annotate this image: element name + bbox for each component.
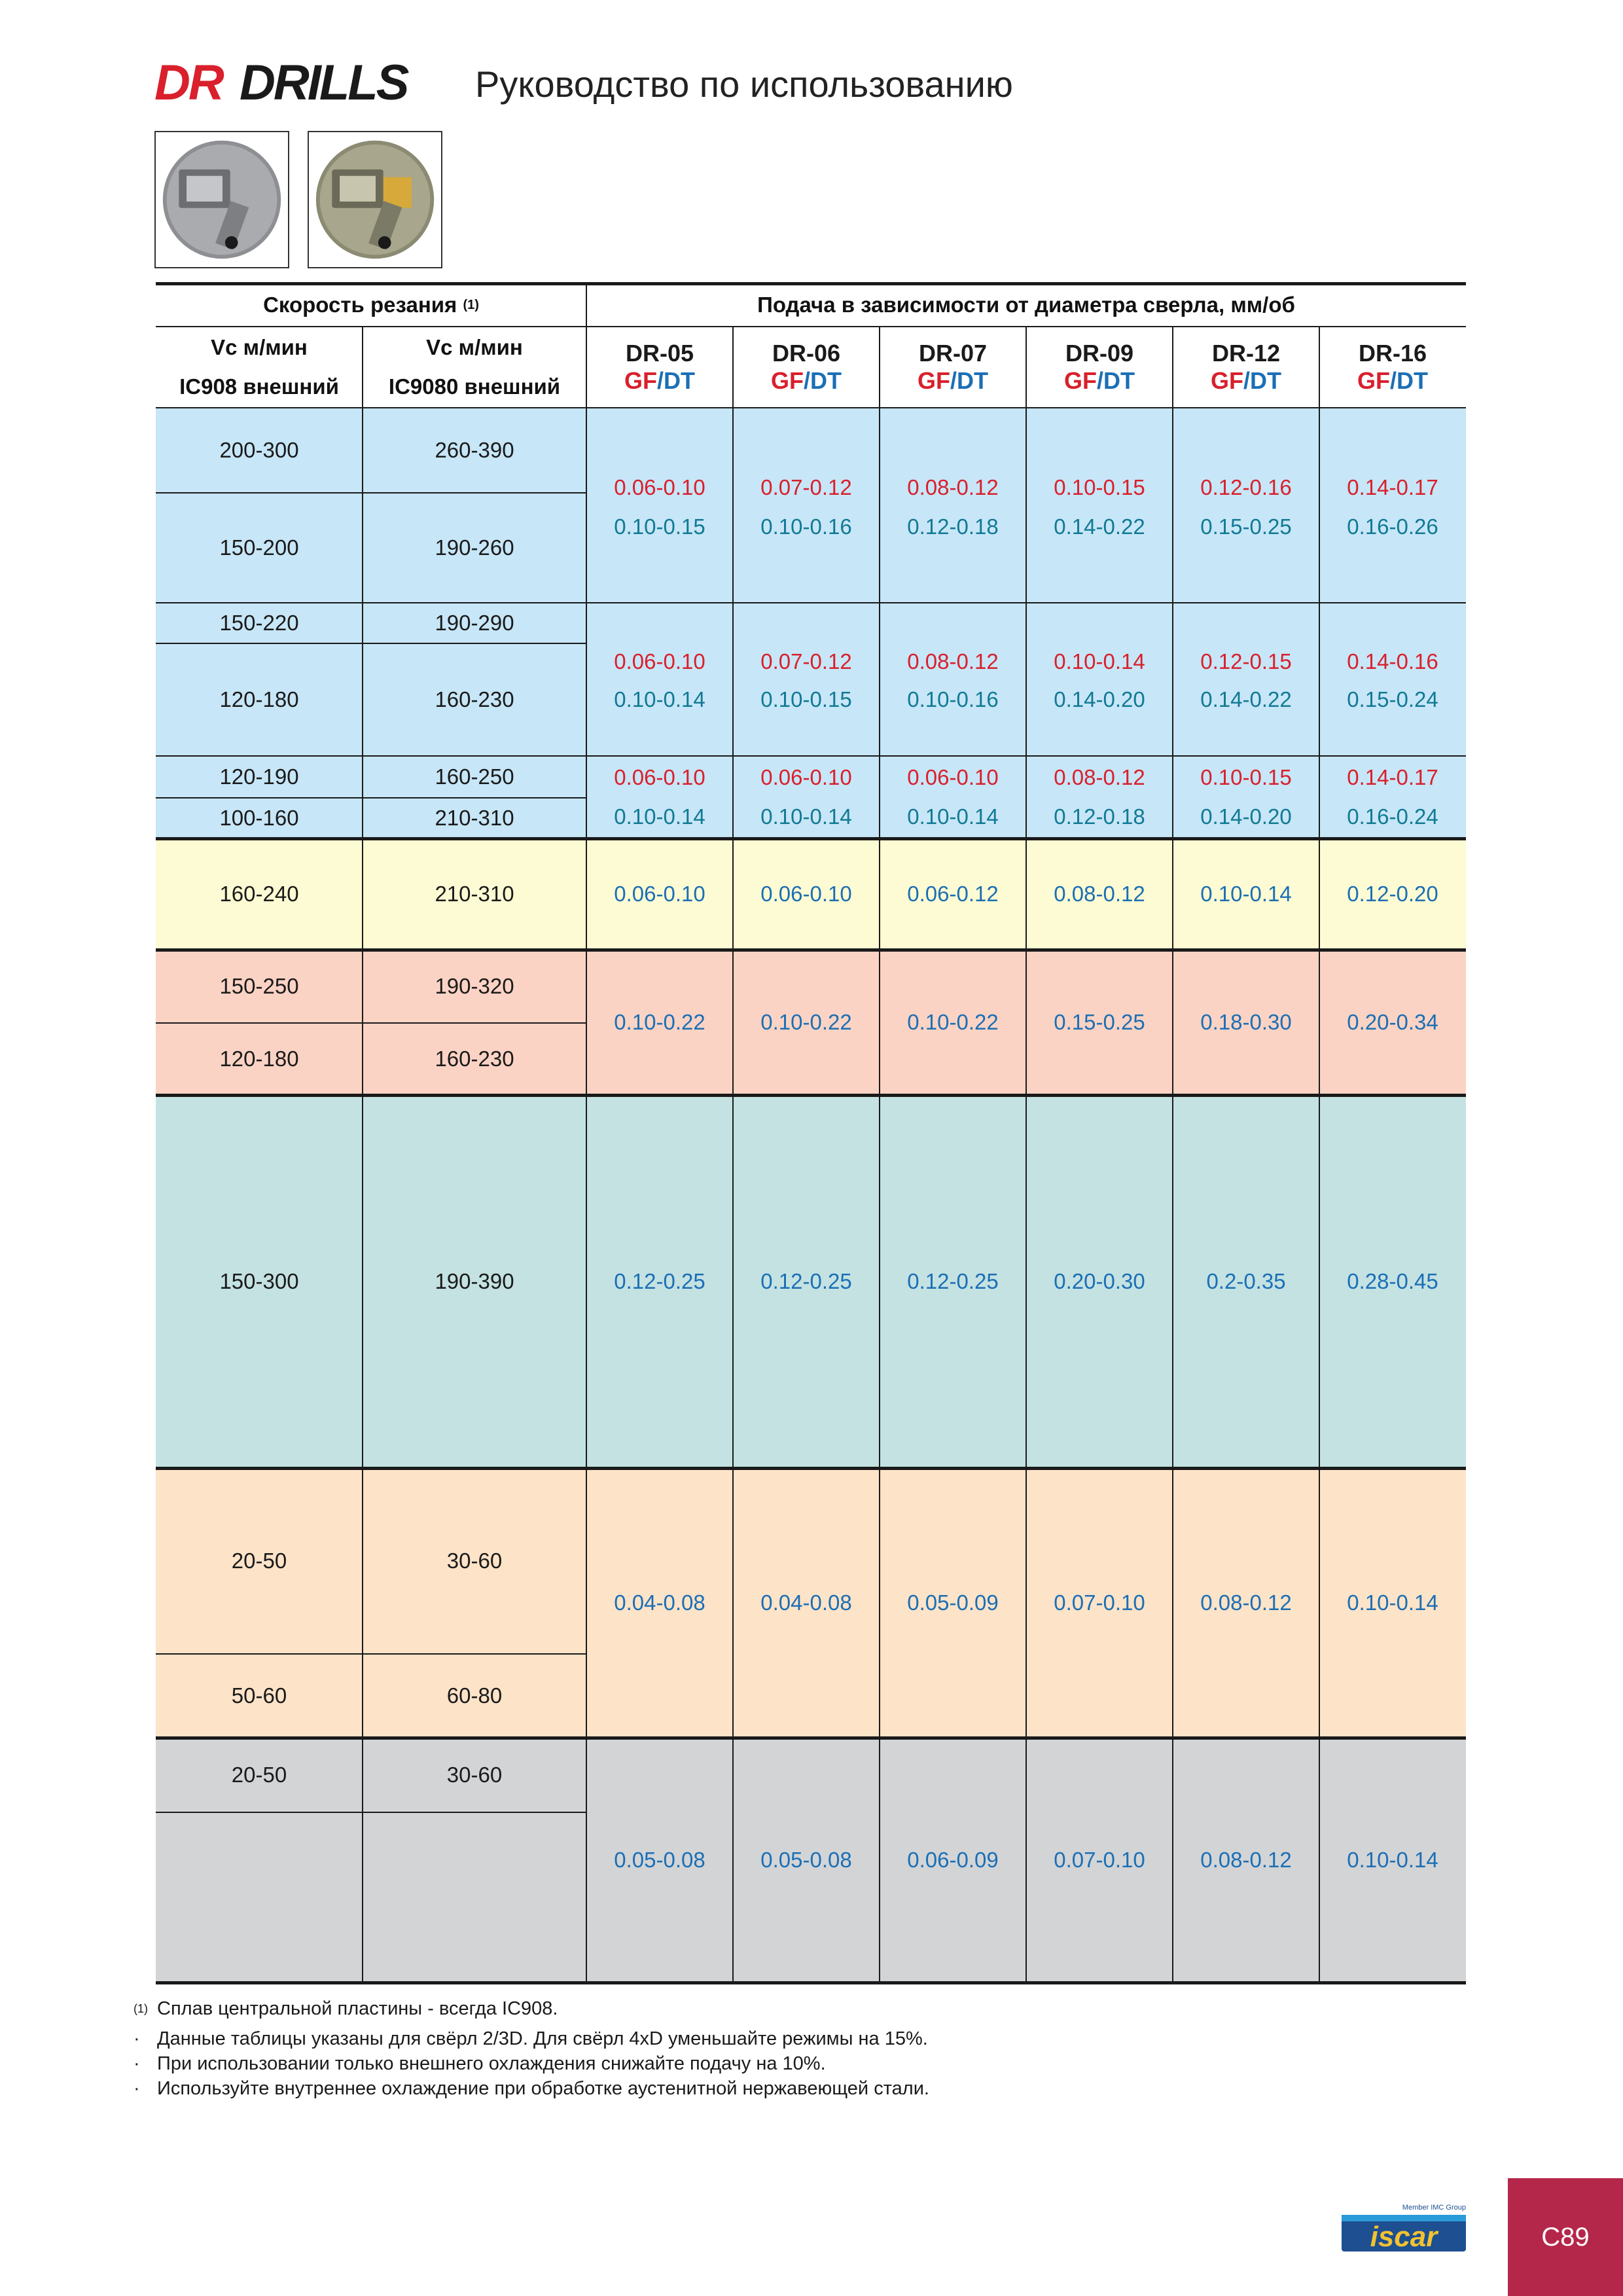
feed-value-gf: 0.08-0.12 xyxy=(907,649,999,673)
drill-size-label: DR-05 xyxy=(625,340,694,367)
feed-value-dt: 0.14-0.22 xyxy=(1200,687,1292,711)
geometry-dt: DT xyxy=(1103,367,1135,394)
iscar-logo xyxy=(1335,2199,1472,2258)
feed-value: 0.06-0.10 xyxy=(614,882,705,906)
feed-value-gf: 0.06-0.10 xyxy=(760,765,852,789)
table-column-rule xyxy=(1319,327,1320,1982)
drdrills-logo xyxy=(154,59,429,109)
vc-column-header xyxy=(363,327,586,408)
grade-label: IC908 внешний xyxy=(179,374,339,399)
feed-value-gf: 0.08-0.12 xyxy=(1054,765,1145,789)
feed-value-gf: 0.10-0.15 xyxy=(1200,765,1292,789)
iscar-logo-graphic xyxy=(1335,2199,1472,2258)
drdrills-logo-graphic xyxy=(154,59,429,109)
geometry-separator: / xyxy=(1389,367,1397,394)
feed-value: 0.20-0.30 xyxy=(1054,1269,1145,1293)
geometry-dt: DT xyxy=(957,367,988,394)
feed-value-dt: 0.10-0.16 xyxy=(907,687,999,711)
feed-value-gf: 0.10-0.15 xyxy=(1054,475,1145,499)
geometry-label xyxy=(771,367,842,395)
geometry-label xyxy=(1211,367,1281,395)
drill-size-header xyxy=(1026,327,1173,408)
feed-value: 0.12-0.25 xyxy=(907,1269,999,1293)
feed-value-dt: 0.14-0.20 xyxy=(1054,687,1145,711)
table-rule xyxy=(156,1467,1466,1470)
feed-value-gf: 0.07-0.12 xyxy=(760,475,852,499)
feed-value-dt: 0.10-0.15 xyxy=(760,687,852,711)
geometry-label xyxy=(1064,367,1135,395)
page-number: C89 xyxy=(1541,2222,1590,2251)
feed-value-gf: 0.08-0.12 xyxy=(907,475,999,499)
feed-value-gf: 0.07-0.12 xyxy=(760,649,852,673)
geometry-separator: / xyxy=(1096,367,1103,394)
table-rule xyxy=(156,407,1466,408)
feed-value: 0.04-0.08 xyxy=(760,1590,852,1615)
feed-value: 0.12-0.25 xyxy=(614,1269,705,1293)
footnote-text: Сплав центральной пластины - всегда IC908. xyxy=(157,1998,558,2019)
cutting-speed-value: 160-230 xyxy=(435,1047,514,1071)
drill-size-label: DR-07 xyxy=(918,340,988,367)
feed-value: 0.06-0.09 xyxy=(907,1848,999,1872)
vc-unit-label: Vc м/мин xyxy=(426,335,523,359)
geometry-dt: DT xyxy=(1250,367,1281,394)
drill-size-label: DR-12 xyxy=(1211,340,1281,367)
drill-size-header xyxy=(586,327,733,408)
vc-column-header xyxy=(156,327,363,408)
vc-unit-label: Vc м/мин xyxy=(211,335,308,359)
cutting-speed-value: 200-300 xyxy=(219,438,299,462)
bullet-mark: · xyxy=(134,2028,140,2049)
footnote-line xyxy=(134,2026,1377,2051)
table-rule xyxy=(156,282,1466,285)
cutting-speed-value: 60-80 xyxy=(446,1683,503,1708)
feed-value: 0.10-0.22 xyxy=(614,1010,705,1034)
footnote-text: Данные таблицы указаны для свёрл 2/3D. Для свёрл 4xD уменьшайте режимы на 15%. xyxy=(157,2028,928,2049)
insert-ic908-photo xyxy=(154,131,289,268)
footnote-text: Используйте внутреннее охлаждение при обработке аустенитной нержавеющей стали. xyxy=(157,2077,929,2099)
cutting-speed-value: 150-250 xyxy=(219,974,299,998)
table-rule xyxy=(156,1812,586,1813)
table-rule xyxy=(156,755,1466,757)
cutting-speed-value: 120-180 xyxy=(219,687,299,711)
feed-value: 0.12-0.20 xyxy=(1347,882,1438,906)
feed-value: 0.08-0.12 xyxy=(1200,1848,1292,1872)
cutting-speed-value: 50-60 xyxy=(231,1683,287,1708)
feed-value-dt: 0.15-0.24 xyxy=(1347,687,1438,711)
feed-value-dt: 0.10-0.15 xyxy=(614,514,705,539)
page-number-tab xyxy=(1508,2178,1623,2296)
cutting-speed-value: 150-220 xyxy=(219,611,299,635)
table-column-rule xyxy=(586,283,587,1982)
feed-value-gf: 0.06-0.10 xyxy=(614,475,705,499)
feed-value-dt: 0.14-0.22 xyxy=(1054,514,1145,539)
drill-size-label: DR-09 xyxy=(1065,340,1134,367)
feed-value-dt: 0.16-0.24 xyxy=(1347,804,1438,829)
table-rule xyxy=(156,1094,1466,1097)
drill-size-label: DR-16 xyxy=(1358,340,1427,367)
feed-value-gf: 0.12-0.15 xyxy=(1200,649,1292,673)
footnotes xyxy=(134,1996,1377,2101)
cutting-speed-value: 150-200 xyxy=(219,535,299,560)
table-rule xyxy=(156,1981,1466,1984)
table-rule xyxy=(156,492,586,493)
feed-value: 0.06-0.12 xyxy=(907,882,999,906)
geometry-gf: GF xyxy=(1210,367,1243,394)
feed-value: 0.12-0.25 xyxy=(760,1269,852,1293)
feed-value: 0.18-0.30 xyxy=(1200,1010,1292,1034)
feed-value: 0.15-0.25 xyxy=(1054,1010,1145,1034)
table-column-rule xyxy=(879,327,880,1982)
drill-size-header xyxy=(733,327,880,408)
page-title: Руководство по использованию xyxy=(475,63,1013,105)
cutting-speed-value: 190-390 xyxy=(435,1269,514,1293)
feed-value: 0.10-0.22 xyxy=(760,1010,852,1034)
cutting-speed-value: 160-230 xyxy=(435,687,514,711)
cutting-speed-value: 150-300 xyxy=(219,1269,299,1293)
table-rule xyxy=(156,797,586,798)
cutting-speed-value: 120-190 xyxy=(219,764,299,789)
feed-value: 0.2-0.35 xyxy=(1206,1269,1286,1293)
cutting-speed-value: 190-290 xyxy=(435,611,514,635)
cutting-speed-value: 30-60 xyxy=(446,1549,503,1573)
footnote-text: При использовании только внешнего охлаждения снижайте подачу на 10%. xyxy=(157,2053,826,2074)
feed-value-dt: 0.10-0.16 xyxy=(760,514,852,539)
table-rule xyxy=(156,326,1466,327)
cutting-speed-value: 190-260 xyxy=(435,535,514,560)
feed-value: 0.08-0.12 xyxy=(1200,1590,1292,1615)
cutting-speed-value: 190-320 xyxy=(435,974,514,998)
geometry-label xyxy=(1357,367,1428,395)
cutting-speed-value: 20-50 xyxy=(231,1763,287,1787)
geometry-gf: GF xyxy=(624,367,657,394)
cutting-speed-value: 20-50 xyxy=(231,1549,287,1573)
geometry-separator: / xyxy=(1243,367,1250,394)
feed-value-dt: 0.10-0.14 xyxy=(614,804,705,829)
feed-header xyxy=(586,283,1466,327)
grade-label: IC9080 внешний xyxy=(388,374,561,399)
geometry-dt: DT xyxy=(1397,367,1428,394)
svg-text:DR: DR xyxy=(154,59,223,109)
svg-text:Member IMC Group: Member IMC Group xyxy=(1402,2204,1466,2212)
feed-value-dt: 0.12-0.18 xyxy=(907,514,999,539)
cutting-speed-value: 160-240 xyxy=(219,882,299,906)
cutting-speed-value: 120-180 xyxy=(219,1047,299,1071)
cutting-speed-value xyxy=(363,1812,586,1982)
table-rule xyxy=(156,1736,1466,1740)
table-rule xyxy=(156,1653,586,1655)
feed-value: 0.10-0.14 xyxy=(1347,1590,1438,1615)
geometry-gf: GF xyxy=(917,367,950,394)
geometry-gf: GF xyxy=(1063,367,1097,394)
geometry-gf: GF xyxy=(770,367,804,394)
geometry-dt: DT xyxy=(810,367,842,394)
feed-value: 0.10-0.22 xyxy=(907,1010,999,1034)
footnote-line xyxy=(134,1996,1377,2026)
feed-value: 0.05-0.08 xyxy=(614,1848,705,1872)
table-rule xyxy=(156,1022,586,1024)
feed-value-gf: 0.14-0.16 xyxy=(1347,649,1438,673)
table-rule xyxy=(156,602,1466,603)
feed-value: 0.20-0.34 xyxy=(1347,1010,1438,1034)
drill-size-header xyxy=(1319,327,1466,408)
table-column-rule xyxy=(732,327,734,1982)
cutting-speed-value xyxy=(156,1812,363,1982)
table-column-rule xyxy=(1026,327,1027,1982)
feed-value-dt: 0.10-0.14 xyxy=(760,804,852,829)
cutting-speed-header xyxy=(156,283,586,327)
svg-text:iscar: iscar xyxy=(1370,2221,1438,2253)
cutting-speed-value: 100-160 xyxy=(219,806,299,830)
feed-value-gf: 0.14-0.17 xyxy=(1347,475,1438,499)
cutting-speed-value: 30-60 xyxy=(446,1763,503,1787)
feed-value-dt: 0.10-0.14 xyxy=(614,687,705,711)
footnote-line xyxy=(134,2076,1377,2101)
feed-value-gf: 0.12-0.16 xyxy=(1200,475,1292,499)
feed-value: 0.06-0.10 xyxy=(760,882,852,906)
drill-size-label: DR-06 xyxy=(772,340,841,367)
feed-header-label: Подача в зависимости от диаметра сверла, мм/об xyxy=(757,293,1295,317)
cutting-speed-value: 160-250 xyxy=(435,764,514,789)
feed-value-dt: 0.15-0.25 xyxy=(1200,514,1292,539)
feed-value-dt: 0.10-0.14 xyxy=(907,804,999,829)
feed-value-dt: 0.16-0.26 xyxy=(1347,514,1438,539)
feed-value-gf: 0.10-0.14 xyxy=(1054,649,1145,673)
feed-value-gf: 0.06-0.10 xyxy=(614,649,705,673)
cutting-speed-value: 260-390 xyxy=(435,438,514,462)
feed-value: 0.07-0.10 xyxy=(1054,1848,1145,1872)
bullet-mark: · xyxy=(134,2053,140,2074)
drill-size-header xyxy=(1173,327,1319,408)
feed-value: 0.04-0.08 xyxy=(614,1590,705,1615)
table-rule xyxy=(156,948,1466,952)
table-rule xyxy=(156,837,1466,840)
feed-value: 0.10-0.14 xyxy=(1347,1848,1438,1872)
table-rule xyxy=(156,643,586,644)
insert-ic9080-photo xyxy=(308,131,442,268)
table-column-rule xyxy=(1172,327,1173,1982)
feed-value: 0.08-0.12 xyxy=(1054,882,1145,906)
cutting-speed-value: 210-310 xyxy=(435,882,514,906)
footnote-line xyxy=(134,2051,1377,2076)
cutting-data-table xyxy=(156,283,1466,1982)
feed-value: 0.28-0.45 xyxy=(1347,1269,1438,1293)
geometry-separator: / xyxy=(950,367,957,394)
bullet-mark: · xyxy=(134,2077,140,2099)
svg-text:DRILLS: DRILLS xyxy=(240,59,408,109)
footnote-ref: (1) xyxy=(463,297,479,312)
feed-value: 0.10-0.14 xyxy=(1200,882,1292,906)
geometry-separator: / xyxy=(656,367,664,394)
feed-value-dt: 0.12-0.18 xyxy=(1054,804,1145,829)
cutting-speed-value: 210-310 xyxy=(435,806,514,830)
drill-size-header xyxy=(880,327,1026,408)
geometry-gf: GF xyxy=(1357,367,1390,394)
feed-value: 0.05-0.08 xyxy=(760,1848,852,1872)
cutting-speed-label: Скорость резания xyxy=(263,293,463,317)
geometry-separator: / xyxy=(803,367,810,394)
geometry-dt: DT xyxy=(664,367,695,394)
feed-value-gf: 0.06-0.10 xyxy=(907,765,999,789)
table-column-rule xyxy=(362,327,363,1982)
feed-value-gf: 0.14-0.17 xyxy=(1347,765,1438,789)
footnote-mark: (1) xyxy=(134,2002,148,2015)
feed-value: 0.07-0.10 xyxy=(1054,1590,1145,1615)
feed-value-gf: 0.06-0.10 xyxy=(614,765,705,789)
feed-value-dt: 0.14-0.20 xyxy=(1200,804,1292,829)
geometry-label xyxy=(918,367,988,395)
geometry-label xyxy=(624,367,695,395)
feed-value: 0.05-0.09 xyxy=(907,1590,999,1615)
